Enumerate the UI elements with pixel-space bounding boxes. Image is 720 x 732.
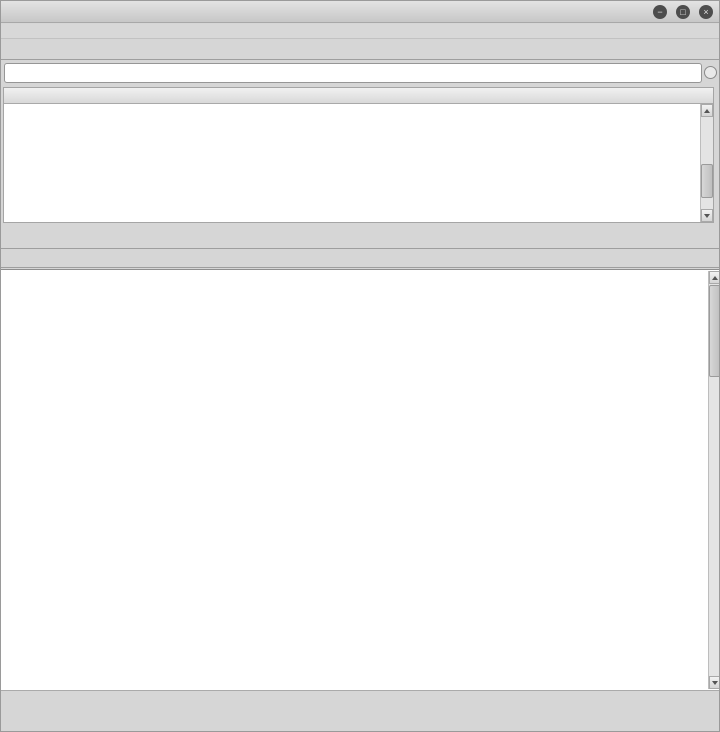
response-text — [6, 272, 707, 690]
status-bar — [1, 713, 720, 732]
scroll-down-icon[interactable] — [701, 209, 713, 222]
search-bar — [1, 691, 720, 713]
scroll-up-icon[interactable] — [709, 271, 720, 284]
results-table-body — [4, 104, 700, 222]
scroll-down-icon[interactable] — [709, 676, 720, 689]
filter-help-icon[interactable] — [704, 66, 717, 79]
response-scrollbar[interactable] — [708, 271, 720, 689]
view-tab-strip — [1, 251, 720, 268]
scrollbar-thumb[interactable] — [709, 285, 720, 377]
response-raw-view[interactable] — [1, 269, 720, 691]
window-maximize-button[interactable]: □ — [676, 5, 690, 19]
menu-bar — [1, 24, 720, 39]
scrollbar-thumb[interactable] — [701, 164, 713, 198]
window-close-button[interactable]: × — [699, 5, 713, 19]
scroll-up-icon[interactable] — [701, 104, 713, 117]
window-minimize-button[interactable]: − — [653, 5, 667, 19]
message-tab-strip — [1, 229, 720, 249]
results-table — [3, 87, 714, 223]
results-scrollbar[interactable] — [700, 104, 713, 222]
main-tab-strip — [1, 41, 720, 60]
title-bar — [1, 1, 720, 23]
results-table-header — [4, 88, 713, 104]
filter-bar[interactable] — [4, 63, 702, 83]
window-controls — [653, 5, 713, 19]
